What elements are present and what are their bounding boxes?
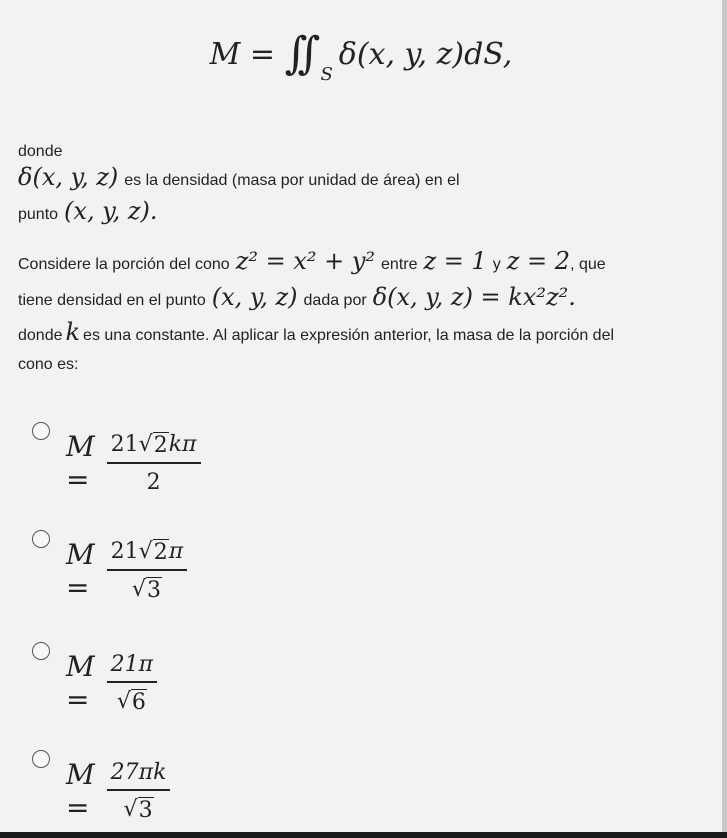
option-lhs: M = bbox=[66, 758, 95, 824]
statement-text: es una constante. Al aplicar la expresión anterior, la masa de la porción del bbox=[83, 327, 615, 344]
page-edge bbox=[722, 0, 727, 838]
option-formula bbox=[66, 650, 157, 716]
point-symbol: (x, y, z) bbox=[211, 283, 298, 311]
donde-label: donde bbox=[18, 143, 63, 160]
density-equation: δ(x, y, z) = kx²z². bbox=[372, 283, 576, 311]
mass-formula: M = ∫∫ $_S$δ(x, y, z)dS, bbox=[209, 28, 513, 85]
radio-button[interactable] bbox=[32, 642, 50, 660]
z-upper-bound: z = 2 bbox=[506, 247, 571, 275]
radio-button[interactable] bbox=[32, 530, 50, 548]
answer-option-3[interactable] bbox=[32, 642, 154, 716]
statement-text: donde bbox=[18, 327, 63, 344]
punto-symbol: (x, y, z). bbox=[64, 197, 158, 225]
option-formula bbox=[66, 758, 170, 824]
statement-text: Considere la porción del cono bbox=[18, 256, 230, 273]
statement-text: , que bbox=[570, 256, 606, 273]
punto-label: punto bbox=[18, 206, 59, 223]
numerator-radicand: 2 bbox=[153, 432, 168, 458]
density-symbol: δ(x, y, z) bbox=[18, 163, 119, 191]
denominator: 2 bbox=[146, 469, 161, 495]
fraction: 27πk √ 3 bbox=[107, 760, 171, 823]
statement-text: dada por bbox=[303, 292, 367, 309]
statement-line-4: cono es: bbox=[18, 356, 79, 373]
bottom-border bbox=[0, 832, 727, 838]
numerator: 27πk bbox=[107, 760, 171, 791]
answer-option-1[interactable] bbox=[32, 422, 197, 496]
z-lower-bound: z = 1 bbox=[423, 247, 487, 275]
fraction: 21 √ 2 π √ 3 bbox=[107, 539, 188, 603]
density-definition-line bbox=[18, 163, 460, 191]
density-description: es la densidad (masa por unidad de área) en el bbox=[124, 172, 460, 189]
option-lhs: M = bbox=[66, 538, 95, 604]
statement-line-1 bbox=[18, 247, 606, 275]
statement-text: y bbox=[492, 256, 501, 273]
denominator-radicand: 6 bbox=[131, 689, 146, 715]
fraction: 21 √ 2 kπ 2 bbox=[107, 432, 201, 495]
statement-line-2 bbox=[18, 283, 582, 311]
numerator-radicand: 2 bbox=[153, 540, 168, 565]
option-lhs: M = bbox=[66, 430, 95, 496]
statement-text: entre bbox=[381, 256, 418, 273]
numerator-suffix: kπ bbox=[168, 431, 197, 457]
cone-equation: z² = x² + y² bbox=[235, 247, 376, 275]
numerator-coefficient: 21 bbox=[110, 431, 139, 457]
k-symbol: k bbox=[65, 318, 81, 346]
numerator: 21π bbox=[107, 652, 157, 683]
statement-line-3 bbox=[18, 318, 614, 346]
option-formula bbox=[66, 538, 187, 604]
option-lhs: M = bbox=[66, 650, 95, 716]
denominator-radicand: 3 bbox=[146, 578, 161, 603]
fraction: 21π √ 6 bbox=[107, 652, 157, 715]
answer-option-2[interactable] bbox=[32, 530, 184, 604]
option-formula bbox=[66, 430, 201, 496]
statement-text: tiene densidad en el punto bbox=[18, 292, 206, 309]
radio-button[interactable] bbox=[32, 422, 50, 440]
denominator-radicand: 3 bbox=[138, 797, 153, 823]
punto-line bbox=[18, 197, 163, 225]
radio-button[interactable] bbox=[32, 750, 50, 768]
answer-option-4[interactable] bbox=[32, 750, 167, 824]
numerator-coefficient: 21 bbox=[110, 539, 139, 564]
numerator-suffix: π bbox=[168, 539, 184, 564]
